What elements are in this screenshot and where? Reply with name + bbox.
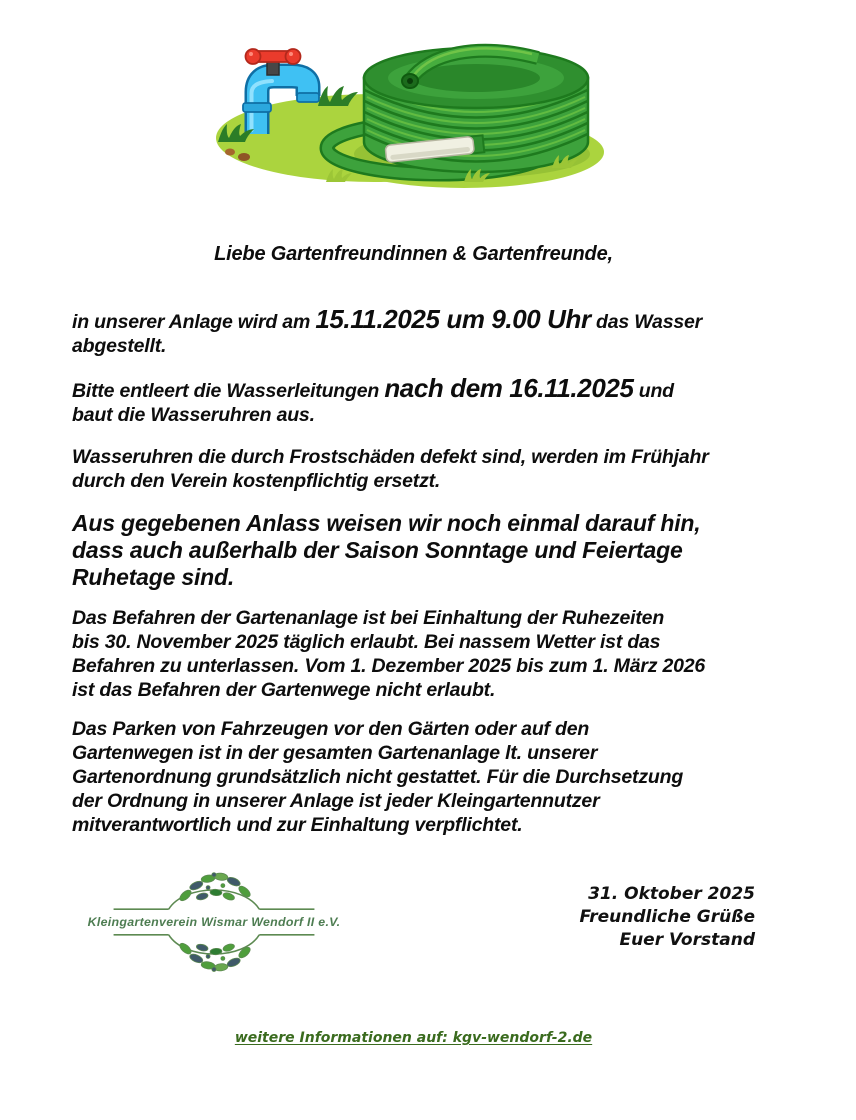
- paragraph-parking-rules: [72, 717, 755, 837]
- p1-text: in unserer Anlage wird am: [72, 311, 316, 333]
- salutation: Liebe Gartenfreundinnen & Gartenfreunde,: [214, 243, 613, 265]
- footer-link-row: [72, 1029, 755, 1047]
- p4-line1: Aus gegebenen Anlass weisen wir noch einmal darauf hin,: [72, 510, 701, 536]
- p2-date-emphasis: nach dem 16.11.2025: [384, 373, 634, 403]
- p5-line2: bis 30. November 2025 täglich erlaubt. Bei nassem Wetter ist das: [72, 631, 661, 653]
- logo-leaves-top: [178, 872, 252, 902]
- p6-line3: Gartenordnung grundsätzlich nicht gestattet. Für die Durchsetzung: [72, 766, 684, 788]
- tap-and-hose-illustration: [214, 30, 604, 195]
- p1-text-cont: das Wasser: [590, 311, 703, 333]
- p6-line1: Das Parken von Fahrzeugen vor den Gärten oder auf den: [72, 718, 590, 740]
- p5-line1: Das Befahren der Gartenanlage ist bei Einhaltung der Ruhezeiten: [72, 607, 665, 629]
- p3-line2: durch den Verein kostenpflichtig ersetzt.: [72, 470, 441, 492]
- p1-line2: abgestellt.: [72, 335, 167, 357]
- signature-sender: Euer Vorstand: [619, 930, 755, 950]
- p5-line3: Befahren zu unterlassen. Vom 1. Dezember 2025 bis zum 1. März 2026: [72, 655, 706, 677]
- signature-block: [579, 883, 755, 952]
- footer-row: [72, 865, 755, 981]
- p6-line2: Gartenwegen ist in der gesamten Gartenanlage lt. unserer: [72, 742, 598, 764]
- website-link[interactable]: weitere Informationen auf: kgv-wendorf-2.de: [234, 1030, 593, 1046]
- p6-line5: mitverantwortlich und zur Einhaltung verpflichtet.: [72, 814, 523, 836]
- p2-line2: baut die Wasseruhren aus.: [72, 404, 315, 426]
- paragraph-water-shutoff: [72, 304, 755, 358]
- p4-line3: Ruhetage sind.: [72, 564, 235, 590]
- logo-text: Kleingartenverein Wismar Wendorf II e.V.: [87, 914, 341, 929]
- p2-text: Bitte entleert die Wasserleitungen: [72, 380, 385, 402]
- p1-date-emphasis: 15.11.2025 um 9.00 Uhr: [315, 304, 591, 334]
- p2-text-cont: und: [633, 380, 674, 402]
- p3-line1: Wasseruhren die durch Frostschäden defekt sind, werden im Frühjahr: [72, 446, 709, 468]
- paragraph-rest-days-notice: [72, 510, 755, 591]
- association-logo: [86, 865, 342, 981]
- signature-date: 31. Oktober 2025: [588, 884, 755, 904]
- p6-line4: der Ordnung in unserer Anlage ist jeder Kleingartennutzer: [72, 790, 600, 812]
- paragraph-frost-damage: [72, 445, 755, 493]
- p5-line4: ist das Befahren der Gartenwege nicht erlaubt.: [72, 679, 496, 701]
- logo-leaves-bottom: [178, 941, 252, 971]
- paragraph-drain-pipes: [72, 373, 755, 427]
- p4-line2: dass auch außerhalb der Saison Sonntage und Feiertage: [72, 537, 683, 563]
- notice-body: [72, 304, 755, 837]
- paragraph-driving-rules: [72, 606, 755, 702]
- signature-greeting: Freundliche Grüße: [579, 907, 755, 927]
